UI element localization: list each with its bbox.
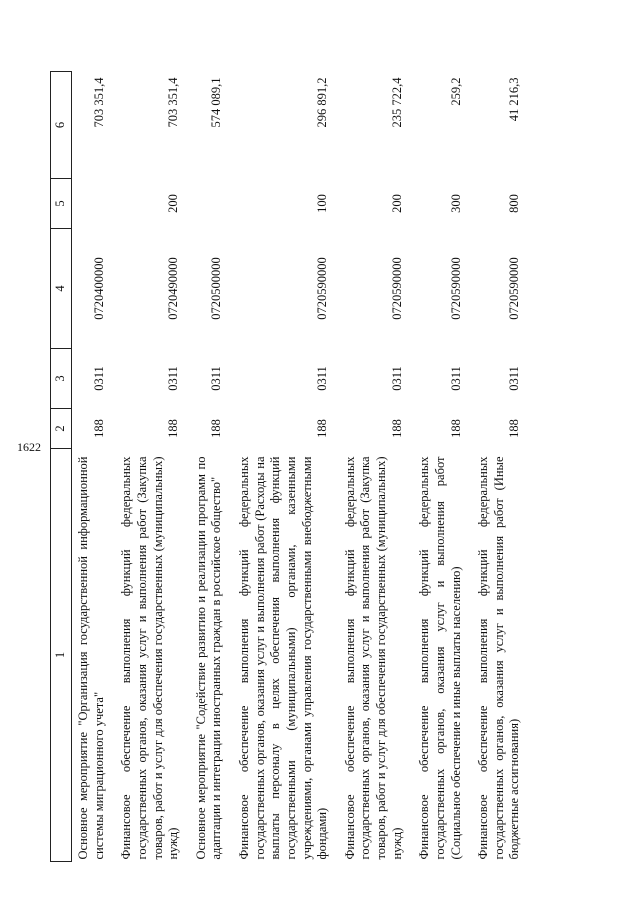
row-target: 0720500000 <box>209 257 224 320</box>
row-section: 0311 <box>389 366 404 391</box>
row-amount: 703 351,4 <box>166 77 181 128</box>
row-name: Основное мероприятие "Организация государственной информационной системы миграционного учета" <box>76 456 106 860</box>
table-row <box>188 72 231 862</box>
row-ministry: 188 <box>389 419 404 438</box>
header-col-1: 1 <box>51 449 72 862</box>
table-row <box>470 72 529 862</box>
row-amount: 296 891,2 <box>315 77 330 128</box>
table-row <box>231 72 337 862</box>
row-section: 0311 <box>91 366 106 391</box>
row-name: Финансовое обеспечение выполнения функций федеральных государственных органов, оказания услуг и выполнения работ (Иные бюджетные ассигнования) <box>476 456 522 860</box>
row-amount: 574 089,1 <box>209 77 224 128</box>
row-name: Основное мероприятие "Содействие развитию и реализации программ по адаптации и интеграции иностранных граждан в российское общество" <box>193 456 224 860</box>
row-expense-type: 200 <box>389 194 404 213</box>
row-name: Финансовое обеспечение выполнения функций федеральных государственных органов, оказания услуг и выполнения работ (Социальное обеспечение и иные выплаты населению) <box>417 456 463 860</box>
row-target: 0720400000 <box>91 257 106 320</box>
page-number: 1622 <box>17 440 41 454</box>
row-section: 0311 <box>166 366 181 391</box>
row-expense-type: 100 <box>315 194 330 213</box>
row-target: 0720490000 <box>166 257 181 320</box>
row-ministry: 188 <box>448 419 463 438</box>
header-col-6: 6 <box>51 72 72 179</box>
table-row <box>72 72 114 862</box>
header-col-5: 5 <box>51 179 72 229</box>
row-ministry: 188 <box>507 419 522 438</box>
table-row <box>337 72 412 862</box>
row-ministry: 188 <box>91 419 106 438</box>
row-amount: 235 722,4 <box>389 77 404 128</box>
row-section: 0311 <box>448 366 463 391</box>
row-expense-type: 800 <box>507 194 522 213</box>
header-col-3: 3 <box>51 349 72 409</box>
row-amount: 259,2 <box>448 77 463 106</box>
table-header-row <box>51 72 72 862</box>
row-expense-type <box>72 179 114 229</box>
row-expense-type: 200 <box>166 194 181 213</box>
header-col-4: 4 <box>51 229 72 349</box>
row-expense-type <box>188 179 231 229</box>
row-section: 0311 <box>315 366 330 391</box>
row-ministry: 188 <box>166 419 181 438</box>
row-name: Финансовое обеспечение выполнения функций федеральных государственных органов, оказания услуг и выполнения работ (Расходы на выплаты персоналу в целях обеспечения выполнения функций государственными (муниципальными) органами, казенными учреждениями, органами управления государственными внебюджетными фондами) <box>237 456 330 860</box>
row-target: 0720590000 <box>389 257 404 320</box>
table-row <box>113 72 188 862</box>
row-name: Финансовое обеспечение выполнения функций федеральных государственных органов, оказания услуг и выполнения работ (Закупка товаров, работ и услуг для обеспечения государственных (муниципальных) нужд) <box>342 456 404 860</box>
header-col-2: 2 <box>51 409 72 449</box>
row-target: 0720590000 <box>507 257 522 320</box>
row-section: 0311 <box>209 366 224 391</box>
row-target: 0720590000 <box>448 257 463 320</box>
row-expense-type: 300 <box>448 194 463 213</box>
row-amount: 41 216,3 <box>507 77 522 122</box>
row-section: 0311 <box>507 366 522 391</box>
table-row <box>411 72 470 862</box>
row-ministry: 188 <box>315 419 330 438</box>
row-ministry: 188 <box>209 419 224 438</box>
row-name: Финансовое обеспечение выполнения функций федеральных государственных органов, оказания услуг и выполнения работ (Закупка товаров, работ и услуг для обеспечения государственных (муниципальных) нужд) <box>119 456 181 860</box>
row-amount: 703 351,4 <box>91 77 106 128</box>
budget-table <box>50 71 529 862</box>
rotated-budget-table-container <box>50 72 586 862</box>
row-target: 0720590000 <box>315 257 330 320</box>
